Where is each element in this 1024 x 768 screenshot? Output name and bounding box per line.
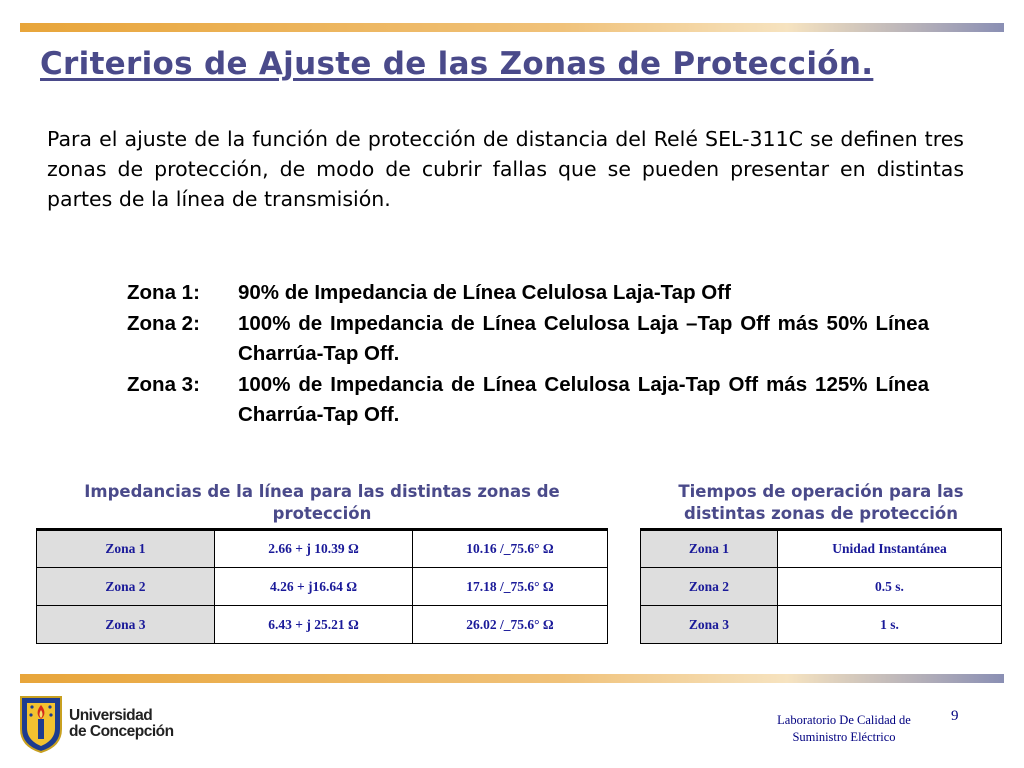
laboratory-name-line1: Laboratorio De Calidad de [777, 713, 911, 727]
zone-item [127, 278, 929, 309]
table-row [641, 568, 1002, 606]
university-name-line1: Universidad [69, 707, 153, 724]
time-cell: 1 s. [778, 606, 1002, 644]
zone-item [127, 370, 929, 431]
time-cell: 0.5 s. [778, 568, 1002, 606]
zone-label: Zona 2: [127, 311, 200, 335]
zone-cell: Zona 1 [641, 530, 778, 568]
table-row [37, 568, 608, 606]
table-row [37, 606, 608, 644]
university-name-line2: de Concepción [69, 723, 174, 740]
bottom-decorative-bar [20, 674, 1004, 683]
operation-times-table [640, 528, 1002, 644]
zone-label: Zona 3: [127, 372, 200, 396]
university-crest-icon [19, 695, 63, 753]
university-logo [19, 695, 174, 753]
university-name [69, 708, 174, 740]
zone-criteria-list [127, 278, 929, 431]
rect-impedance-cell: 4.26 + j16.64 Ω [215, 568, 413, 606]
polar-impedance-cell: 10.16 /_75.6° Ω [413, 530, 608, 568]
rect-impedance-cell: 6.43 + j 25.21 Ω [215, 606, 413, 644]
slide-title: Criterios de Ajuste de las Zonas de Protección. [40, 46, 874, 82]
zone-cell: Zona 2 [37, 568, 215, 606]
laboratory-name-line2: Suministro Eléctrico [792, 730, 896, 744]
zone-cell: Zona 2 [641, 568, 778, 606]
top-decorative-bar [20, 23, 1004, 32]
zone-cell: Zona 3 [641, 606, 778, 644]
impedance-table [36, 528, 608, 644]
impedance-table-caption: Impedancias de la línea para las distintas zonas de protección [84, 482, 560, 523]
zone-label: Zona 1: [127, 281, 200, 304]
time-cell: Unidad Instantánea [778, 530, 1002, 568]
zone-description: 100% de Impedancia de Línea Celulosa Laja-Tap Off más 125% Línea Charrúa-Tap Off. [238, 372, 929, 426]
zone-cell: Zona 3 [37, 606, 215, 644]
page-number: 9 [951, 708, 959, 724]
table-row [641, 530, 1002, 568]
rect-impedance-cell: 2.66 + j 10.39 Ω [215, 530, 413, 568]
polar-impedance-cell: 17.18 /_75.6° Ω [413, 568, 608, 606]
intro-paragraph: Para el ajuste de la función de protección de distancia del Relé SEL-311C se definen tres zonas de protección, de modo de cubrir fallas que se pueden presentar en distintas partes de la línea de transmisión. [47, 127, 964, 211]
polar-impedance-cell: 26.02 /_75.6° Ω [413, 606, 608, 644]
times-table-caption: Tiempos de operación para las distintas zonas de protección [678, 482, 964, 523]
table-row [37, 530, 608, 568]
laboratory-name [756, 712, 932, 746]
table-row [641, 606, 1002, 644]
zone-description: 100% de Impedancia de Línea Celulosa Laja –Tap Off más 50% Línea Charrúa-Tap Off. [238, 311, 929, 365]
zone-item [127, 309, 929, 370]
zone-description: 90% de Impedancia de Línea Celulosa Laja-Tap Off [238, 281, 731, 304]
zone-cell: Zona 1 [37, 530, 215, 568]
